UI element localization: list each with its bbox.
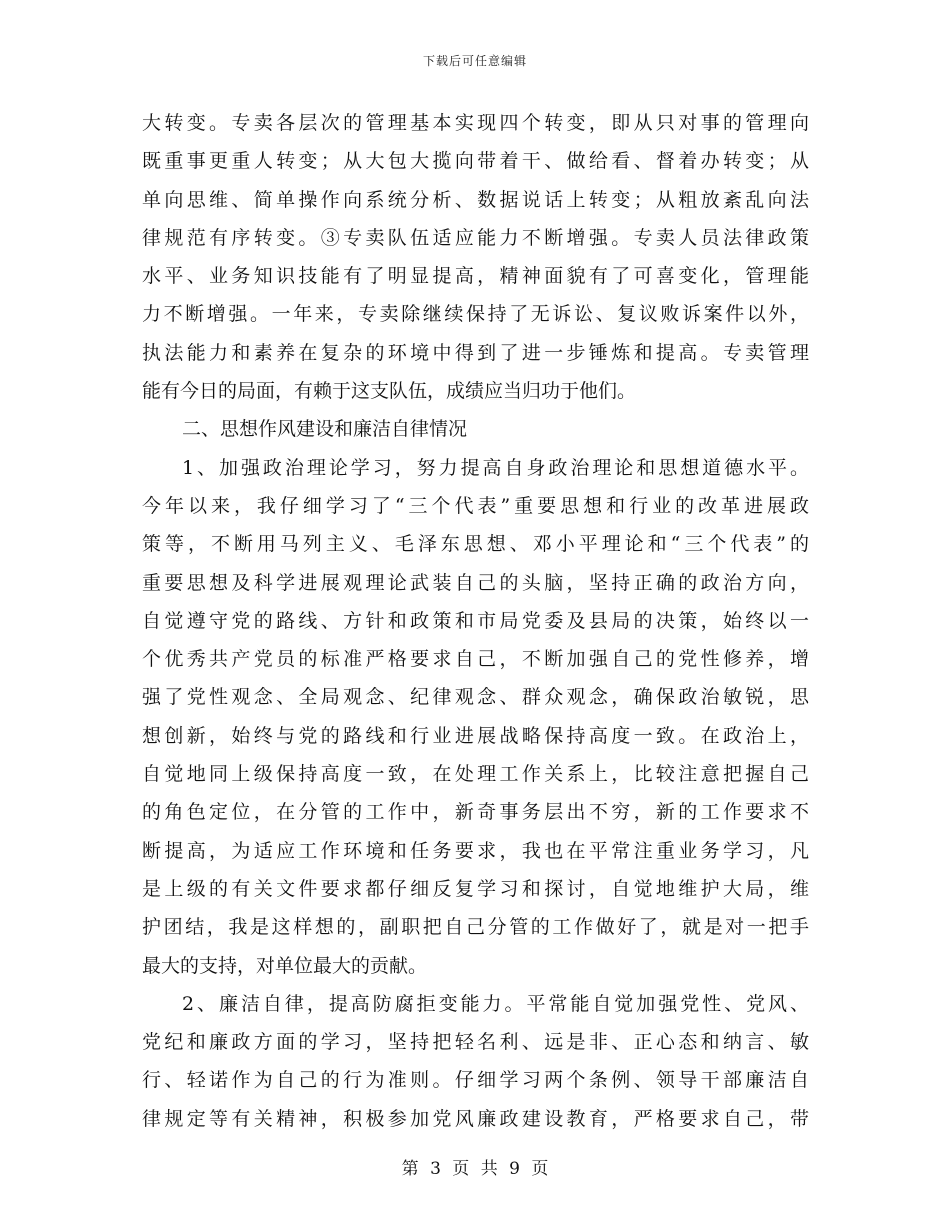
- section-heading: 二、思想作风建设和廉洁自律情况: [182, 418, 468, 441]
- body-line: 1、加强政治理论学习，努力提高自身政治理论和思想道德水平。: [182, 456, 809, 479]
- body-line: 律规定等有关精神，积极参加党风廉政建设教育，严格要求自己，带: [142, 1107, 809, 1130]
- body-line: 律规范有序转变。③专卖队伍适应能力不断增强。专卖人员法律政策: [142, 226, 809, 249]
- page-header: 下载后可任意编辑: [422, 54, 527, 68]
- body-line: 单向思维、简单操作向系统分析、数据说话上转变；从粗放紊乱向法: [142, 188, 809, 211]
- body-line: 自觉遵守党的路线、方针和政策和市局党委及县局的决策，始终以一: [142, 609, 809, 632]
- body-line: 重要思想及科学进展观理论武装自己的头脑，坚持正确的政治方向，: [142, 571, 809, 594]
- document-body: [142, 104, 809, 1138]
- body-line: 执法能力和素养在复杂的环境中得到了进一步锤炼和提高。专卖管理: [142, 341, 809, 364]
- body-line: 行、轻诺作为自己的行为准则。仔细学习两个条例、领导干部廉洁自: [142, 1069, 809, 1092]
- body-line: 的角色定位，在分管的工作中，新奇事务层出不穷，新的工作要求不: [142, 801, 809, 824]
- body-line: 今年以来，我仔细学习了“三个代表”重要思想和行业的改革进展政: [142, 494, 809, 517]
- body-line: 力不断增强。一年来，专卖除继续保持了无诉讼、复议败诉案件以外，: [142, 303, 809, 326]
- body-line: 强了党性观念、全局观念、纪律观念、群众观念，确保政治敏锐，思: [142, 686, 809, 709]
- body-line: 是上级的有关文件要求都仔细反复学习和探讨，自觉地维护大局，维: [142, 877, 809, 900]
- body-line: 2、廉洁自律，提高防腐拒变能力。平常能自觉加强党性、党风、: [182, 992, 809, 1015]
- body-line: 能有今日的局面，有赖于这支队伍，成绩应当归功于他们。: [142, 380, 637, 403]
- body-line: 想创新，始终与党的路线和行业进展战略保持高度一致。在政治上，: [142, 724, 809, 747]
- body-line: 个优秀共产党员的标准严格要求自己，不断加强自己的党性修养，增: [142, 648, 809, 671]
- page-footer: 第 3 页 共 9 页: [401, 1159, 549, 1179]
- body-line: 策等，不断用马列主义、毛泽东思想、邓小平理论和“三个代表”的: [142, 533, 809, 556]
- body-line: 大转变。专卖各层次的管理基本实现四个转变，即从只对事的管理向: [142, 112, 809, 134]
- body-line: 断提高，为适应工作环境和任务要求，我也在平常注重业务学习，凡: [142, 839, 809, 862]
- body-line: 党纪和廉政方面的学习，坚持把轻名利、远是非、正心态和纳言、敏: [142, 1031, 809, 1054]
- body-line: 水平、业务知识技能有了明显提高，精神面貌有了可喜变化，管理能: [142, 265, 809, 288]
- body-line: 最大的支持，对单位最大的贡献。: [142, 954, 428, 977]
- body-line: 护团结，我是这样想的，副职把自己分管的工作做好了，就是对一把手: [142, 916, 809, 939]
- body-line: 既重事更重人转变；从大包大揽向带着干、做给看、督着办转变；从: [142, 150, 809, 173]
- body-line: 自觉地同上级保持高度一致，在处理工作关系上，比较注意把握自己: [142, 763, 809, 786]
